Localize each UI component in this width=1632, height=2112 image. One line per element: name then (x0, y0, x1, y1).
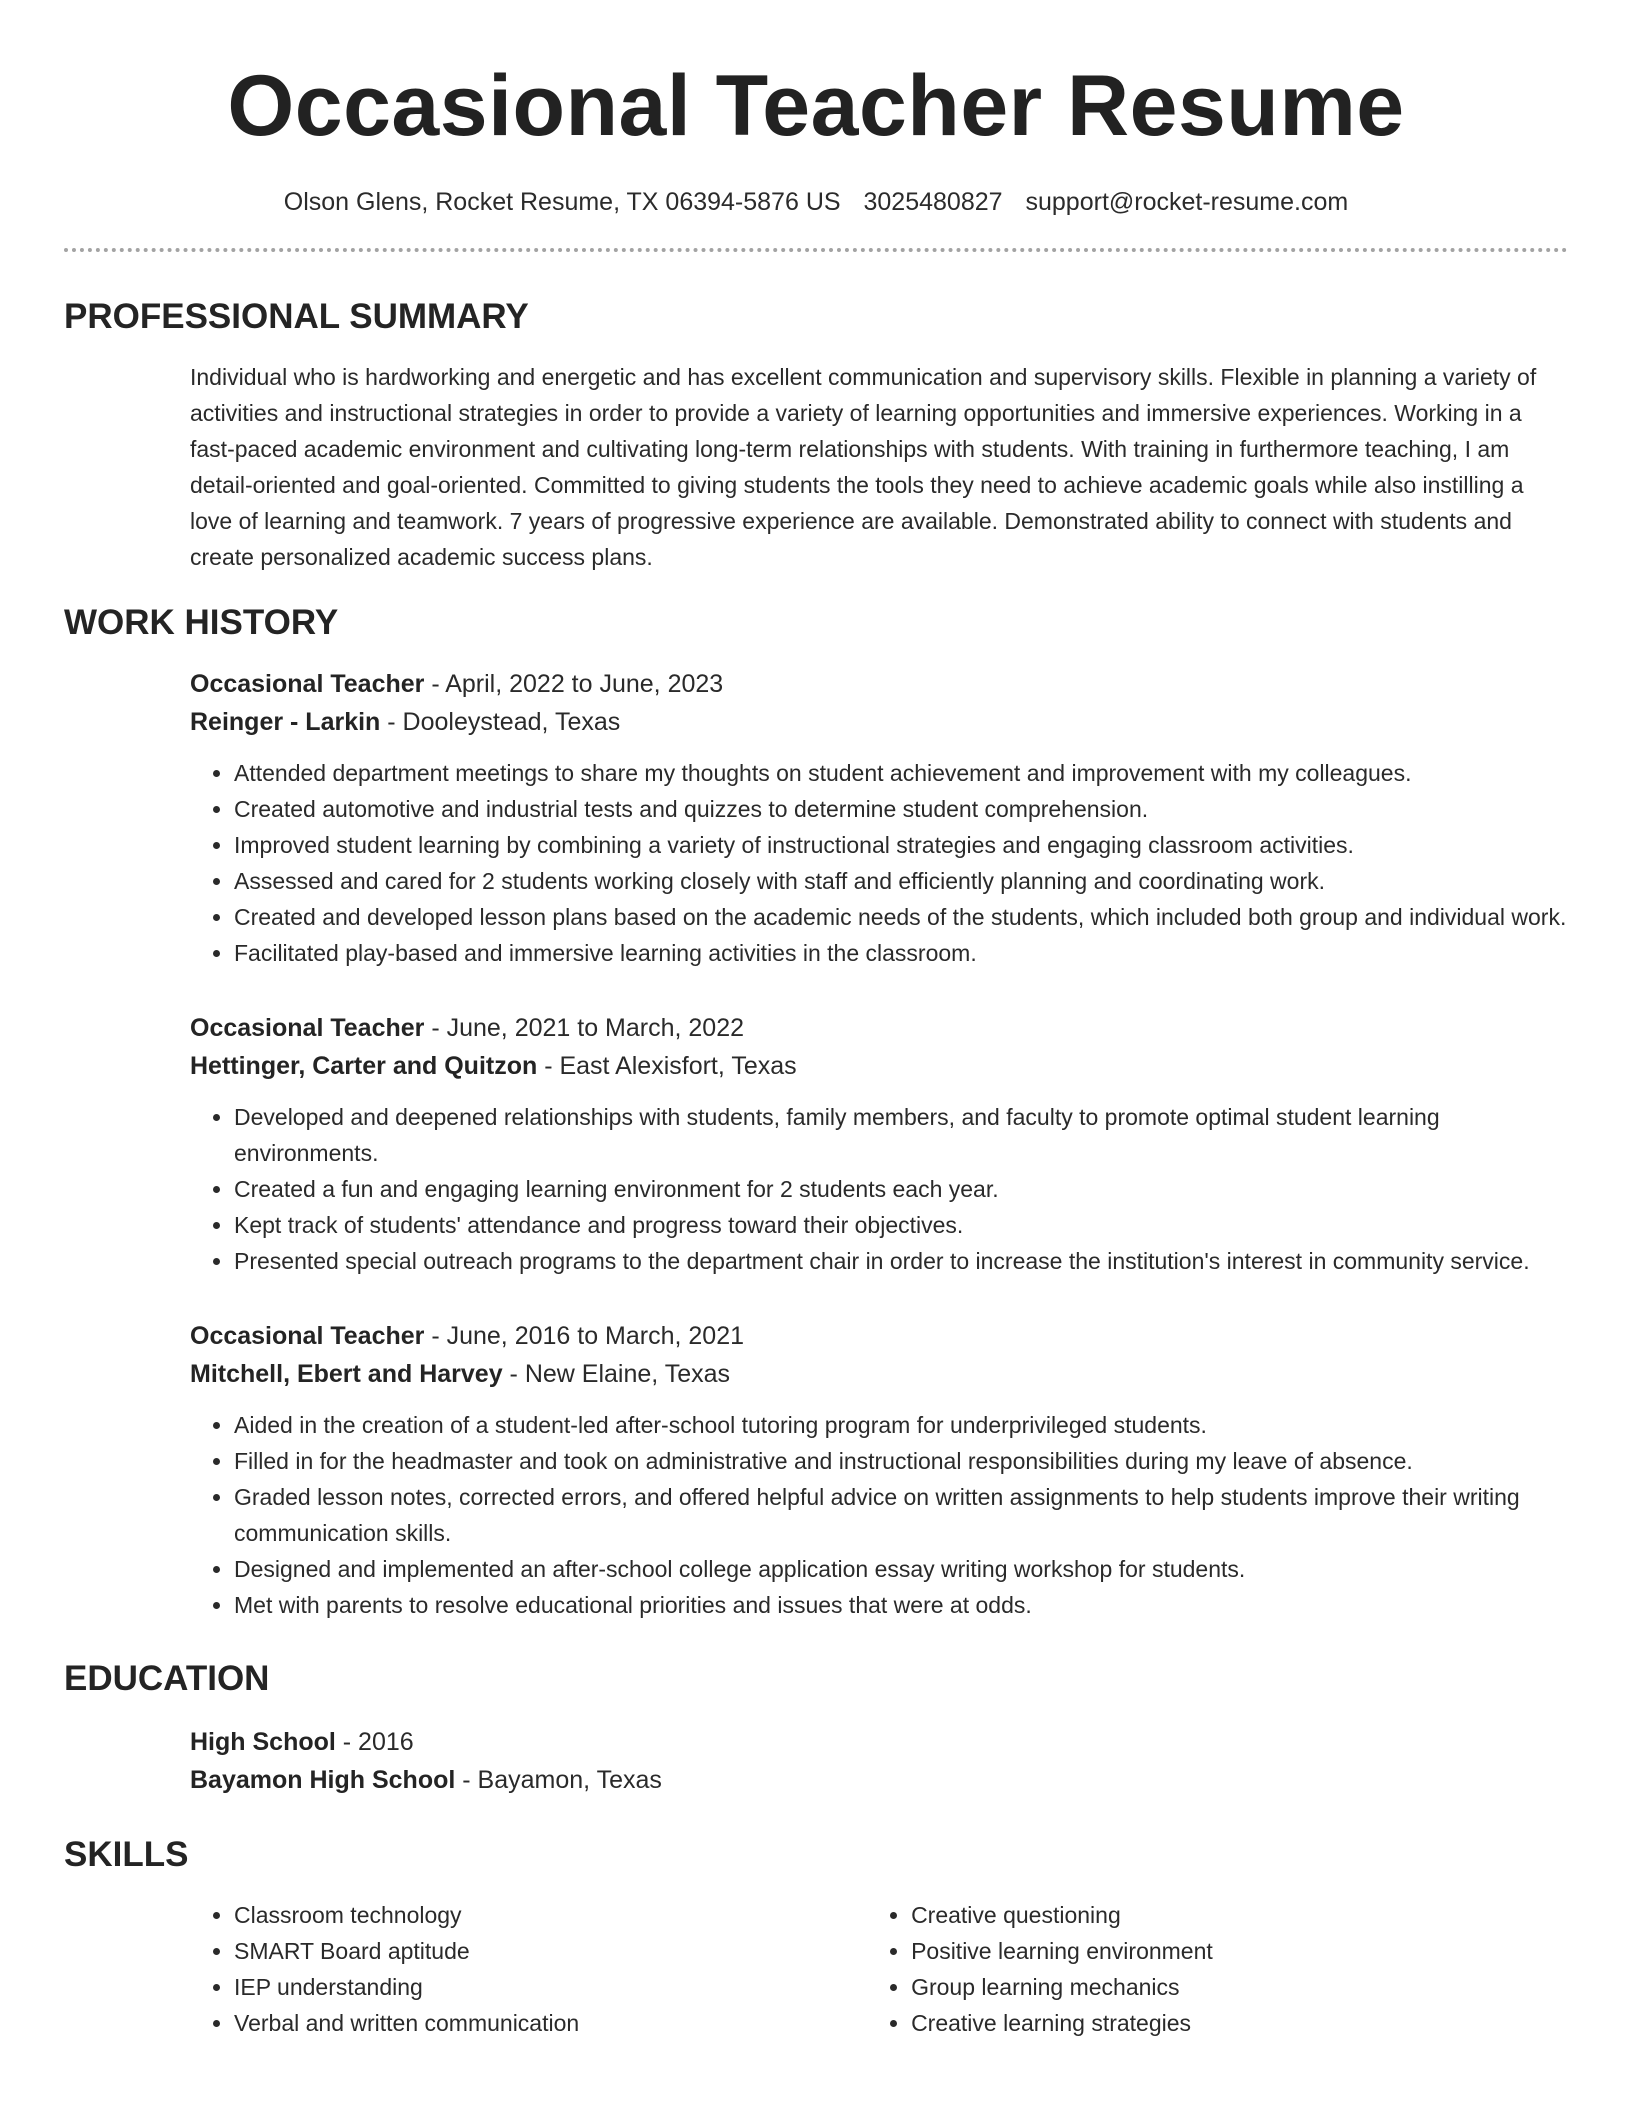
job-bullet: • Created automotive and industrial tests and quizzes to determine student comprehension. (234, 791, 1568, 827)
job-title: Occasional Teacher (190, 1014, 425, 1042)
resume-title: Occasional Teacher Resume (227, 58, 1405, 154)
job-title: Occasional Teacher (190, 670, 425, 698)
job-bullets (190, 1407, 1568, 1623)
education-entry (190, 1723, 1568, 1799)
job-bullet: • Met with parents to resolve educational priorities and issues that were at odds. (234, 1587, 1568, 1623)
job-dates: - June, 2021 to March, 2022 (424, 1014, 745, 1042)
job-dates: - June, 2016 to March, 2021 (424, 1322, 745, 1350)
job-employer: Reinger - Larkin (190, 708, 381, 736)
job-title-line (190, 1009, 1568, 1047)
job-bullet: • Aided in the creation of a student-led after-school tutoring program for underprivileged students. (234, 1407, 1568, 1443)
education-school: Bayamon High School (190, 1766, 456, 1794)
summary-heading: PROFESSIONAL SUMMARY (64, 297, 529, 336)
job-employer-line (190, 703, 1568, 741)
skills-grid (190, 1897, 1568, 2041)
job-employer: Mitchell, Ebert and Harvey (190, 1360, 503, 1388)
skills-column-left (190, 1897, 867, 2041)
job-bullet: • Created and developed lesson plans based on the academic needs of the students, which included both group and individual work. (234, 899, 1568, 935)
job-location: - New Elaine, Texas (502, 1360, 731, 1388)
education-year: - 2016 (335, 1728, 414, 1756)
skill-item: • Positive learning environment (911, 1933, 1568, 1969)
skill-item: • Creative questioning (911, 1897, 1568, 1933)
header-divider (64, 248, 1568, 252)
skill-item: • SMART Board aptitude (234, 1933, 867, 1969)
education-school-line (190, 1761, 1568, 1799)
job-employer: Hettinger, Carter and Quitzon (190, 1052, 538, 1080)
work-history-heading: WORK HISTORY (64, 603, 339, 642)
job-bullet: • Presented special outreach programs to the department chair in order to increase the institution's interest in community service. (234, 1243, 1568, 1279)
job-title: Occasional Teacher (190, 1322, 425, 1350)
job-bullets (190, 755, 1568, 971)
summary-text: Individual who is hardworking and energetic and has excellent communication and supervisory skills. Flexible in planning a variety of activities and instructional strategies in order to provide a variety of learning opportunities and immersive experiences. Working in a fast-paced academic environment and cultivating long-term relationships with students. With training in furthermore teaching, I am detail-oriented and goal-oriented. Committed to giving students the tools they need to achieve academic goals while also instilling a love of learning and teamwork. 7 years of progressive experience are available. Demonstrated ability to connect with students and create personalized academic success plans. (190, 364, 1537, 570)
skills-column-right (867, 1897, 1568, 2041)
resume-page (64, 0, 1568, 2041)
job-entry (190, 1317, 1568, 1623)
job-employer-line (190, 1355, 1568, 1393)
job-dates: - April, 2022 to June, 2023 (424, 670, 724, 698)
contact-address: Olson Glens, Rocket Resume, TX 06394-5876 US (283, 188, 841, 216)
education-degree-line (190, 1723, 1568, 1761)
education-heading: EDUCATION (64, 1659, 270, 1698)
job-title-line (190, 1317, 1568, 1355)
job-title-line (190, 665, 1568, 703)
job-bullet: • Assessed and cared for 2 students working closely with staff and efficiently planning and coordinating work. (234, 863, 1568, 899)
job-bullet: • Kept track of students' attendance and progress toward their objectives. (234, 1207, 1568, 1243)
job-bullets (190, 1099, 1568, 1279)
job-entry (190, 665, 1568, 971)
skills-heading: SKILLS (64, 1835, 189, 1874)
job-bullet: • Attended department meetings to share my thoughts on student achievement and improvement with my colleagues. (234, 755, 1568, 791)
skill-item: • Group learning mechanics (911, 1969, 1568, 2005)
education-degree: High School (190, 1728, 336, 1756)
skill-item: • Creative learning strategies (911, 2005, 1568, 2041)
contact-email: support@rocket-resume.com (1025, 188, 1349, 216)
job-entry (190, 1009, 1568, 1279)
job-employer-line (190, 1047, 1568, 1085)
job-bullet: • Created a fun and engaging learning environment for 2 students each year. (234, 1171, 1568, 1207)
job-location: - East Alexisfort, Texas (537, 1052, 797, 1080)
job-bullet: • Graded lesson notes, corrected errors, and offered helpful advice on written assignments to help students improve their writing communication skills. (234, 1479, 1568, 1551)
contact-line (64, 186, 1568, 218)
skill-item: • IEP understanding (234, 1969, 867, 2005)
job-bullet: • Facilitated play-based and immersive learning activities in the classroom. (234, 935, 1568, 971)
job-bullet: • Improved student learning by combining a variety of instructional strategies and engaging classroom activities. (234, 827, 1568, 863)
job-bullet: • Designed and implemented an after-school college application essay writing workshop for students. (234, 1551, 1568, 1587)
contact-phone: 3025480827 (863, 188, 1003, 216)
job-bullet: • Developed and deepened relationships with students, family members, and faculty to promote optimal student learning environments. (234, 1099, 1568, 1171)
job-location: - Dooleystead, Texas (380, 708, 621, 736)
job-bullet: • Filled in for the headmaster and took on administrative and instructional responsibilities during my leave of absence. (234, 1443, 1568, 1479)
education-location: - Bayamon, Texas (455, 1766, 662, 1794)
skill-item: • Classroom technology (234, 1897, 867, 1933)
skill-item: • Verbal and written communication (234, 2005, 867, 2041)
